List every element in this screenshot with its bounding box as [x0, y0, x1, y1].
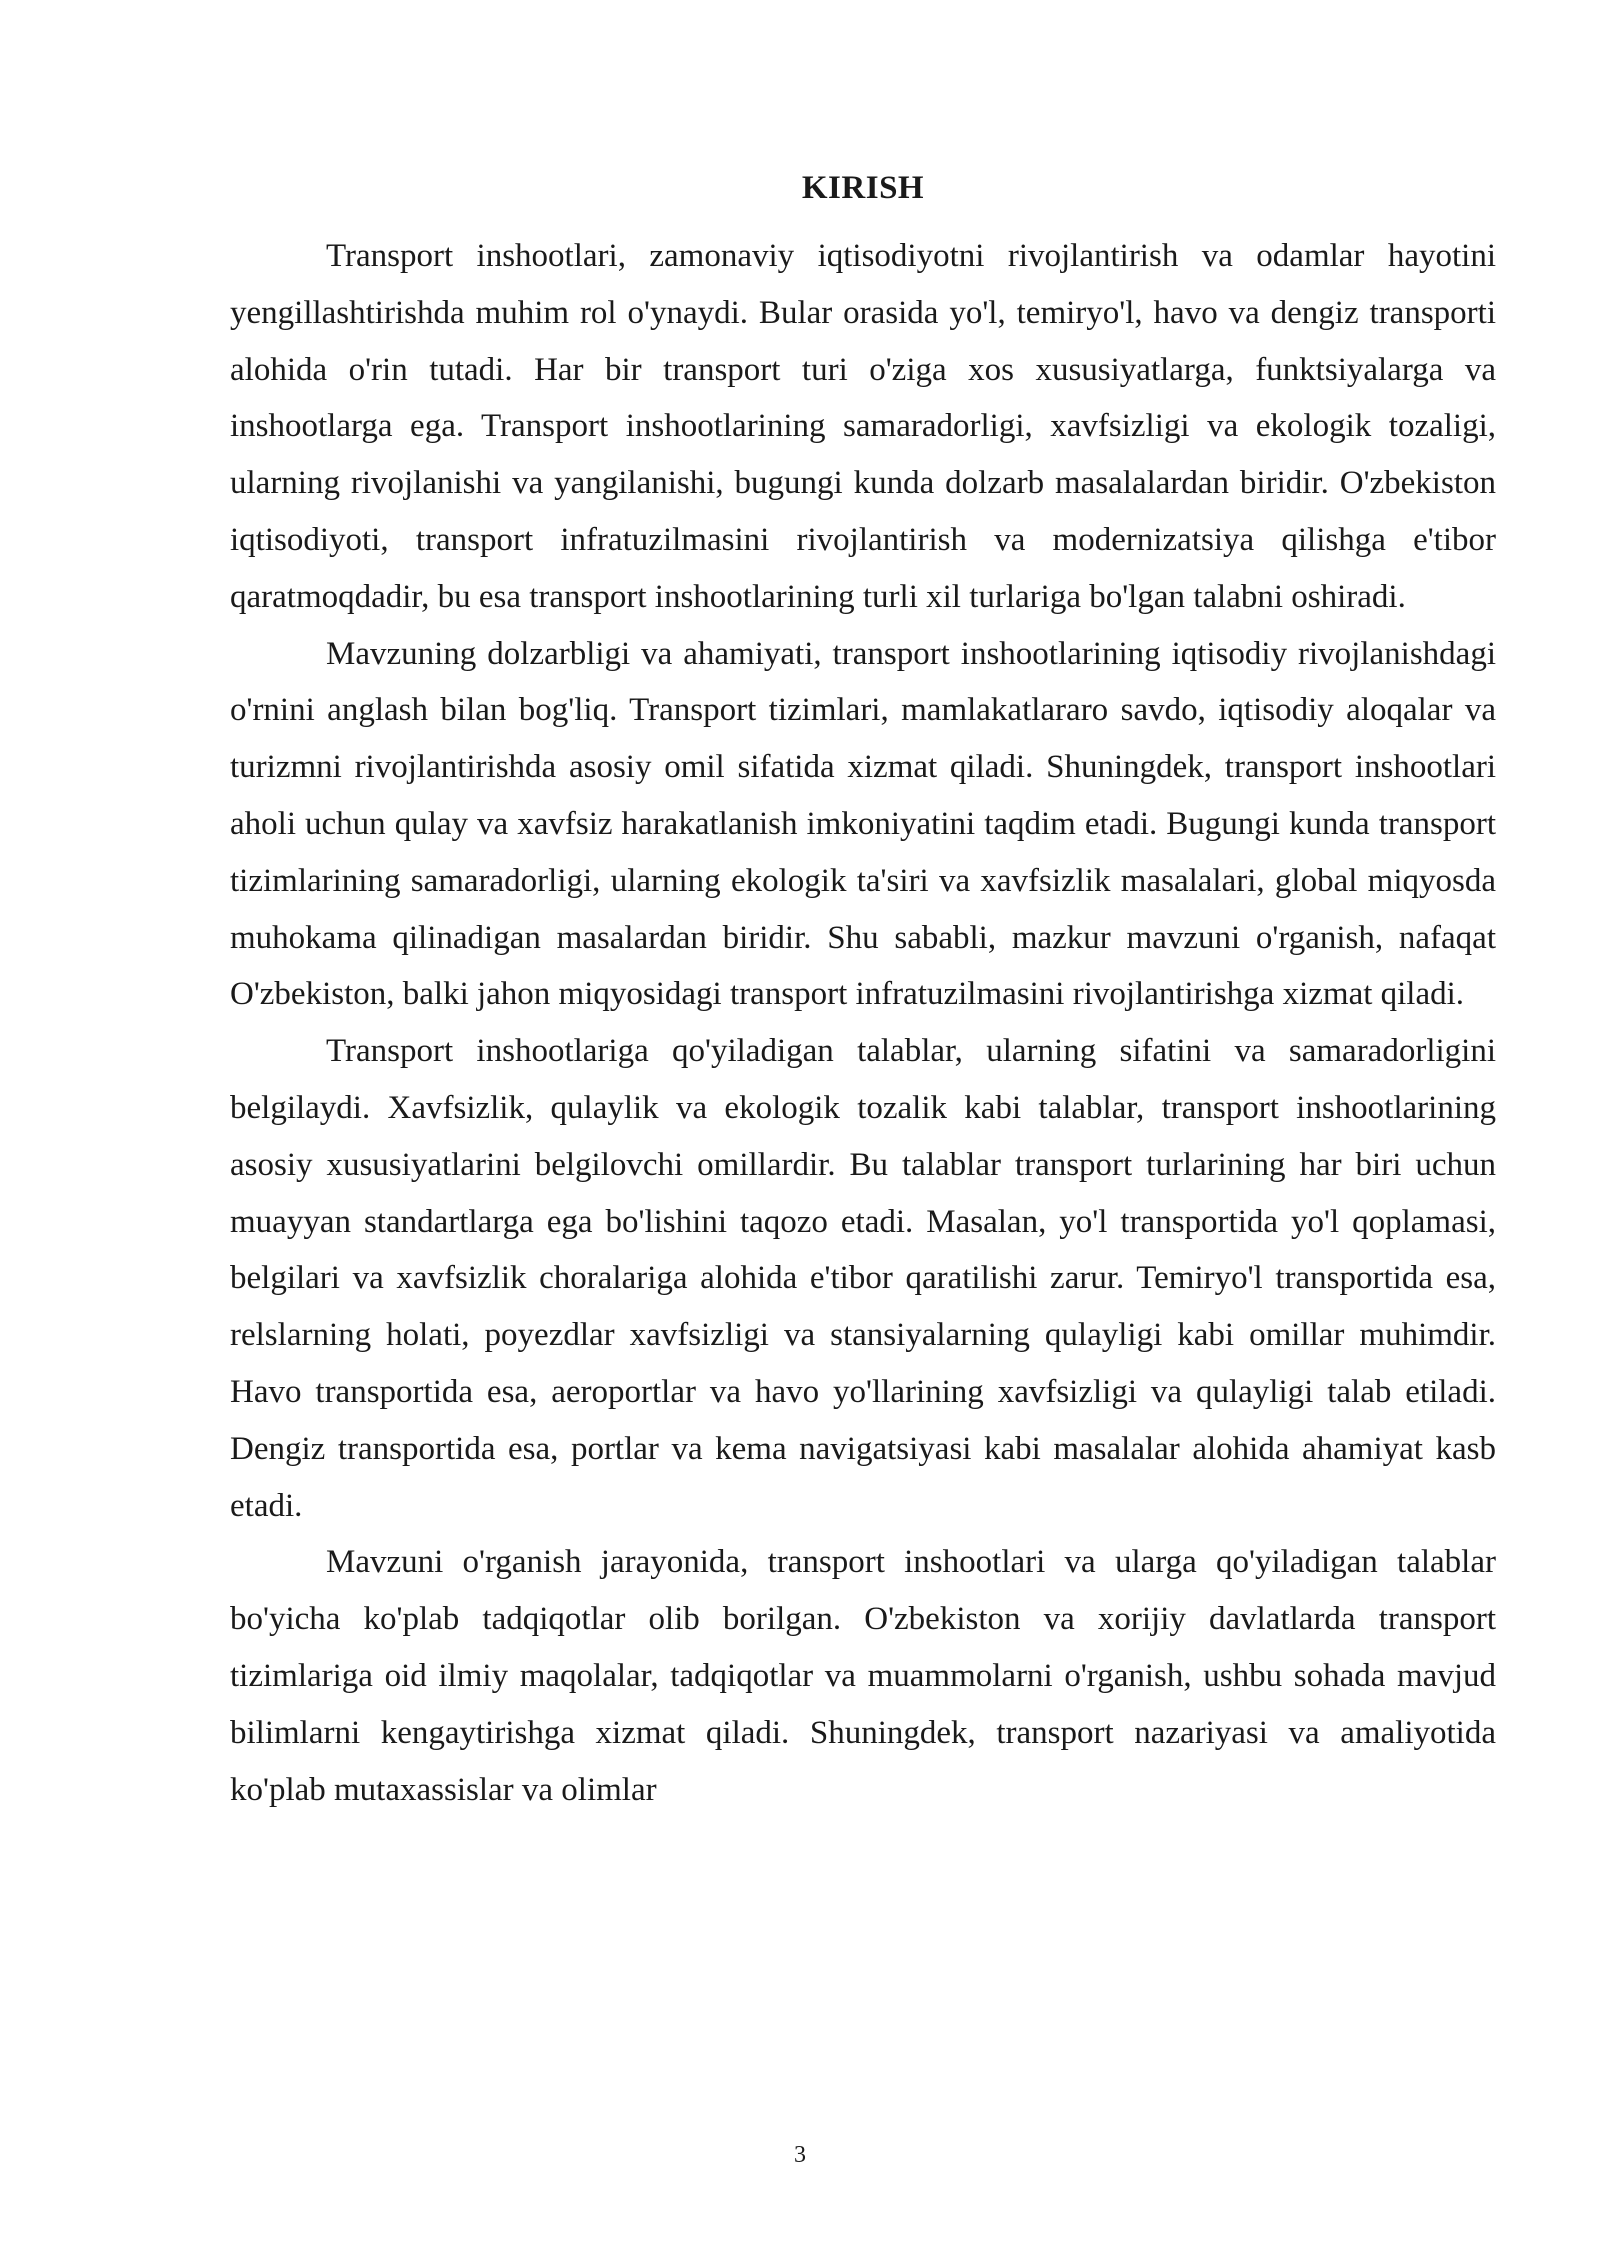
page-number: 3 — [794, 2142, 806, 2168]
paragraph-2: Mavzuning dolzarbligi va ahamiyati, transport inshootlarining iqtisodiy rivojlanishdagi o'rnini anglash bilan bog'liq. Transport tizimlari, mamlakatlararo savdo, iqtisodiy aloqalar va turizmni rivojlantirishda asosiy omil sifatida xizmat qiladi. Shuningdek, transport inshootlari aholi uchun qulay va xavfsiz harakatlanish imkoniyatini taqdim etadi. Bugungi kunda transport tizimlarining samaradorligi, ularning ekologik ta'siri va xavfsizlik masalalari, global miqyosda muhokama qilinadigan masalardan biridir. Shu sababli, mazkur mavzuni o'rganish, nafaqat O'zbekiston, balki jahon miqyosidagi transport infratuzilmasini rivojlantirishga xizmat qiladi. — [230, 635, 1496, 1013]
paragraph-4: Mavzuni o'rganish jarayonida, transport inshootlari va ularga qo'yiladigan talablar bo'yicha ko'plab tadqiqotlar olib borilgan. O'zbekiston va xorijiy davlatlarda transport tizimlariga oid ilmiy maqolalar, tadqiqotlar va muammolarni o'rganish, ushbu sohada mavjud bilimlarni kengaytirishga xizmat qiladi. Shuningdek, transport nazariyasi va amaliyotida ko'plab mutaxassislar va olimlar — [230, 1544, 1496, 1808]
paragraph-1: Transport inshootlari, zamonaviy iqtisodiyotni rivojlantirish va odamlar hayotini yengillashtirishda muhim rol o'ynaydi. Bular orasida yo'l, temiryo'l, havo va dengiz transporti alohida o'rin tutadi. Har bir transport turi o'ziga xos xususiyatlarga, funktsiyalarga va inshootlarga ega. Transport inshootlarining samaradorligi, xavfsizligi va ekologik tozaligi, ularning rivojlanishi va yangilanishi, bugungi kunda dolzarb masalalardan biridir. O'zbekiston iqtisodiyoti, transport infratuzilmasini rivojlantirish va modernizatsiya qilishga e'tibor qaratmoqdadir, bu esa transport inshootlarining turli xil turlariga bo'lgan talabni oshiradi. — [230, 238, 1496, 615]
paragraph-3: Transport inshootlariga qo'yiladigan talablar, ularning sifatini va samaradorligini belgilaydi. Xavfsizlik, qulaylik va ekologik tozalik kabi talablar, transport inshootlarining asosiy xususiyatlarini belgilovchi omillardir. Bu talablar transport turlarining har biri uchun muayyan standartlarga ega bo'lishini taqozo etadi. Masalan, yo'l transportida yo'l qoplamasi, belgilari va xavfsizlik choralariga alohida e'tibor qaratilishi zarur. Temiryo'l transportida esa, relslarning holati, poyezdlar xavfsizligi va stansiyalarning qulayligi kabi omillar muhimdir. Havo transportida esa, aeroportlar va havo yo'llarining xavfsizligi va qulayligi talab etiladi. Dengiz transportida esa, portlar va kema navigatsiyasi kabi masalalar alohida ahamiyat kasb etadi. — [230, 1033, 1496, 1524]
page-content — [230, 160, 1496, 1818]
section-title: KIRISH — [801, 170, 925, 206]
